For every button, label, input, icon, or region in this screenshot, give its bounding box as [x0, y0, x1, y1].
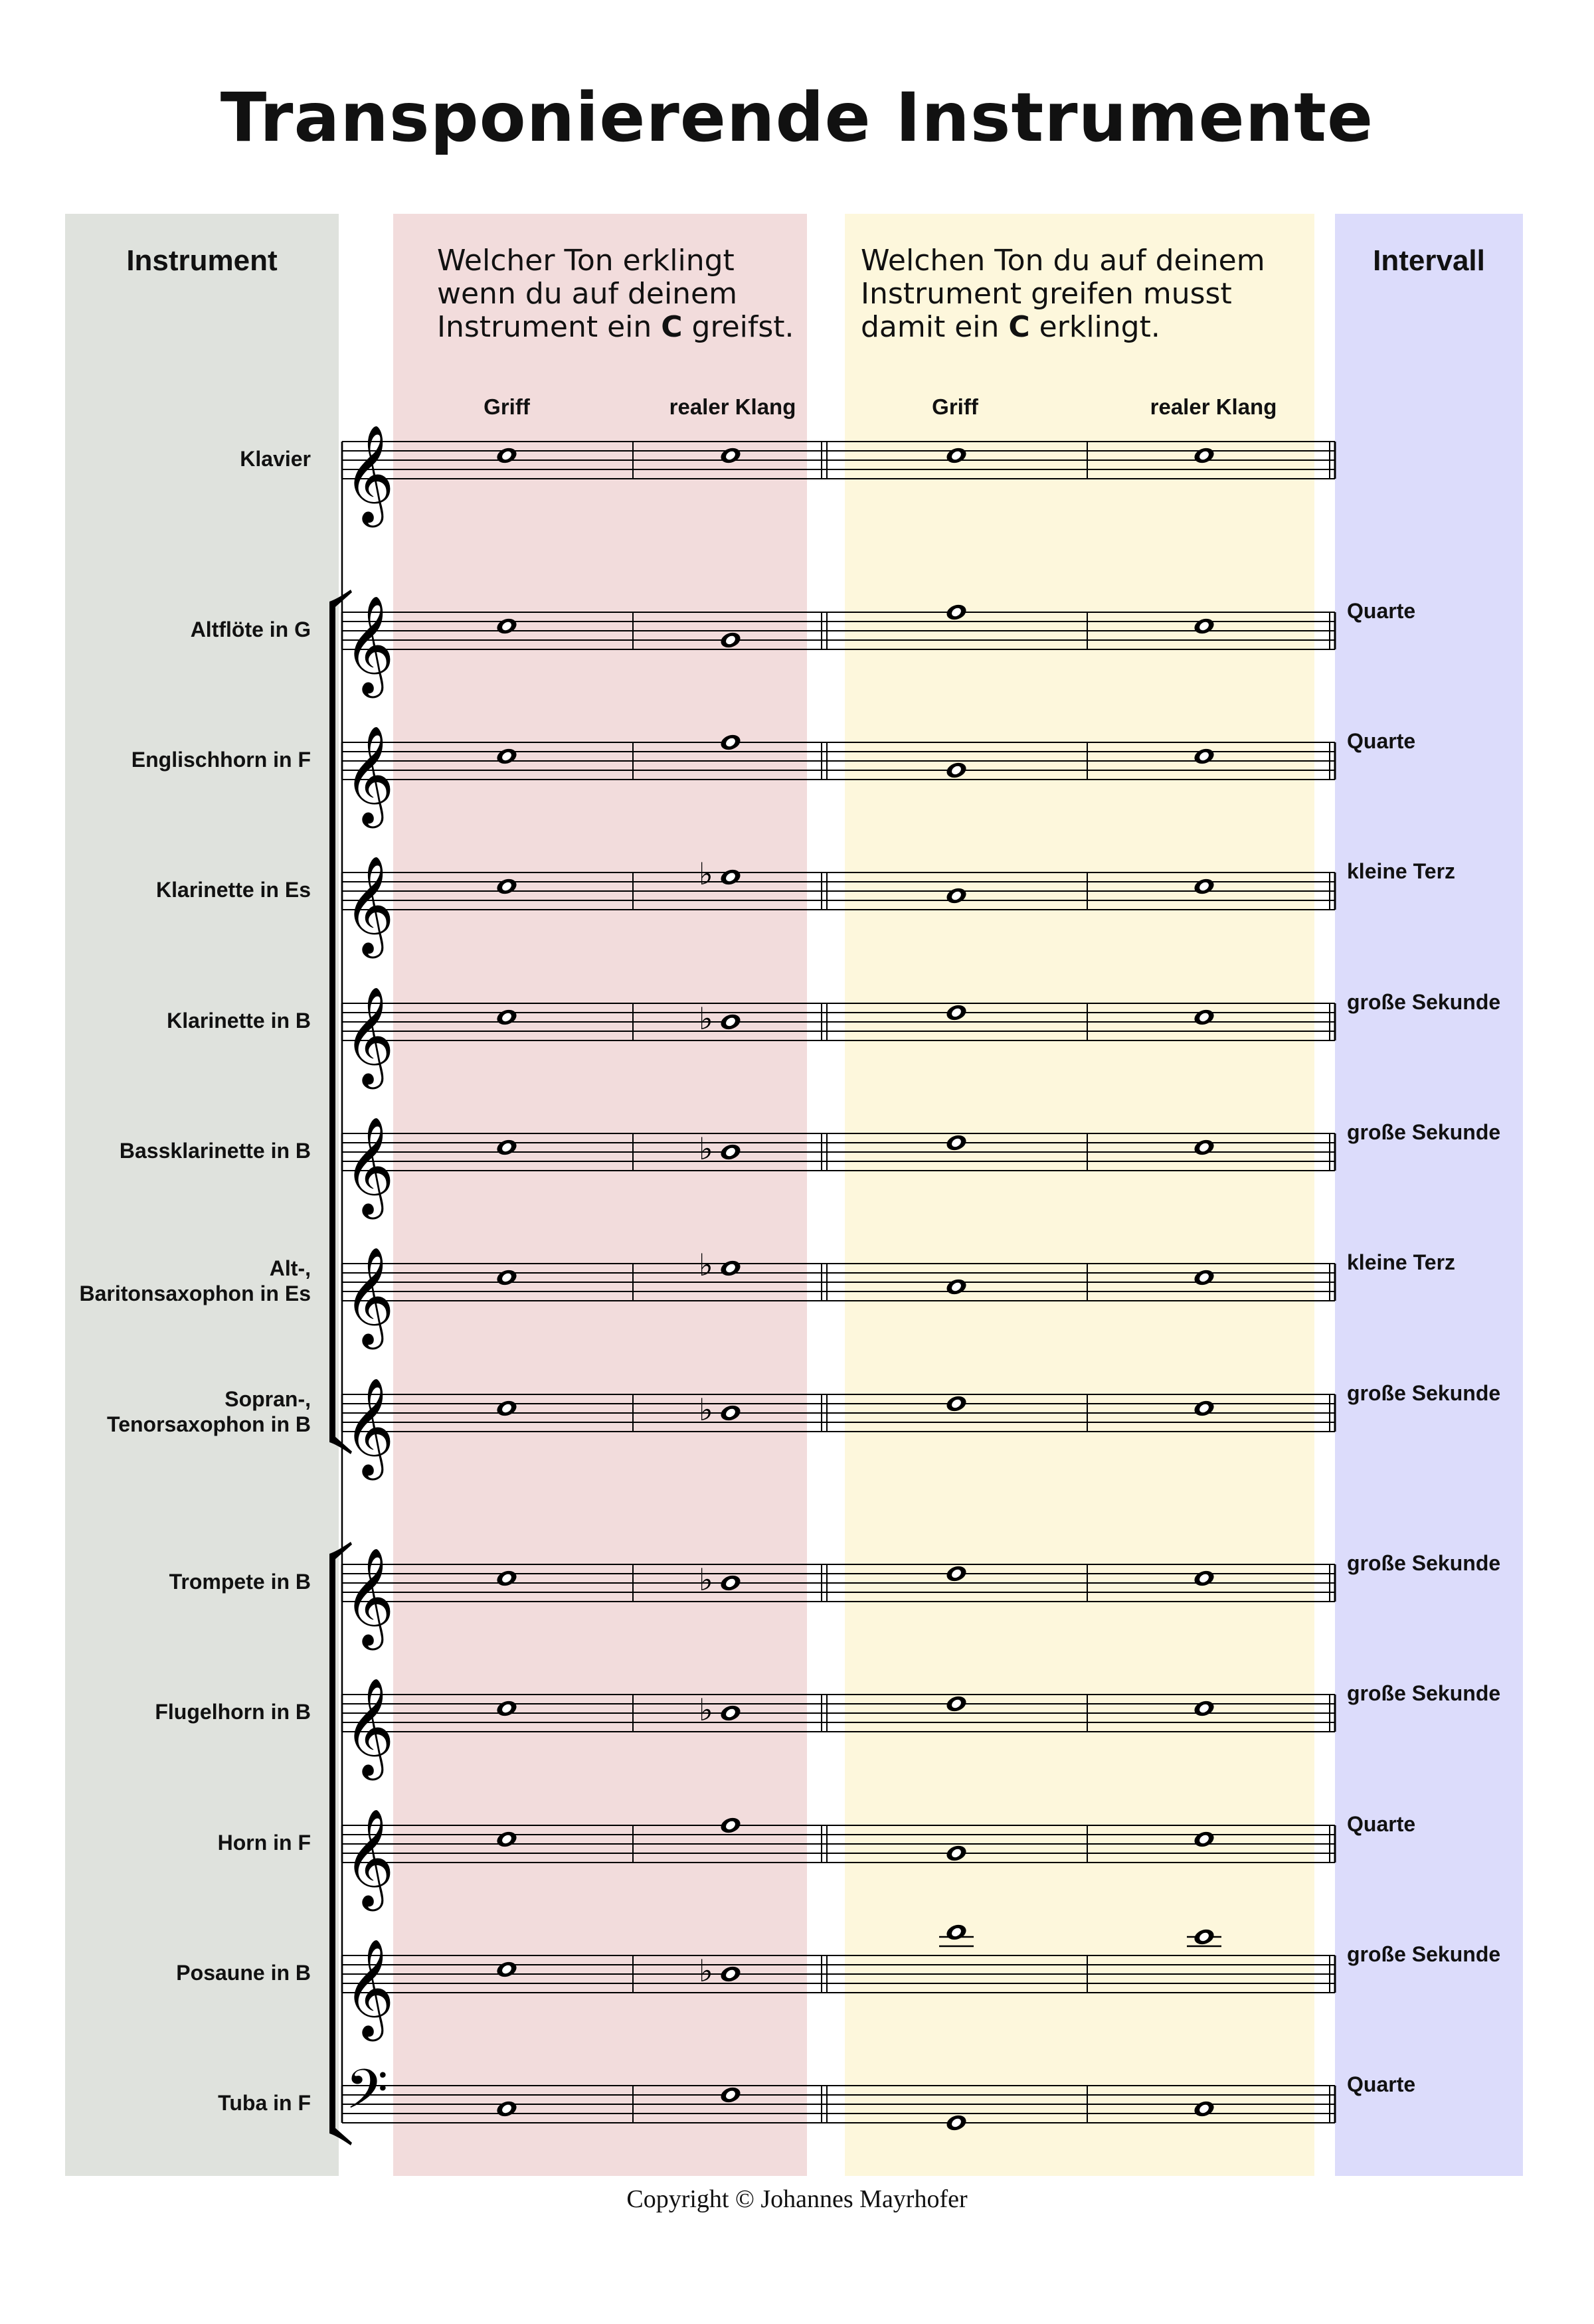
treble-clef-icon: 𝄞	[344, 1377, 395, 1476]
interval-column-header: Intervall	[1373, 244, 1485, 277]
instrument-label: Posaune in B	[176, 1961, 311, 1985]
subheader-realer-klang-1: realer Klang	[669, 394, 796, 419]
instrument-label: Klavier	[240, 447, 311, 471]
flat-icon: ♭	[699, 1692, 713, 1728]
flat-icon: ♭	[699, 1562, 713, 1598]
treble-clef-icon: 𝄞	[344, 986, 395, 1085]
bass-clef-icon: 𝄢	[345, 2057, 389, 2135]
group-bracket	[329, 1554, 335, 2133]
instrument-label: Klarinette in Es	[156, 878, 311, 902]
treble-clef-icon: 𝄞	[344, 1246, 395, 1345]
interval-label: große Sekunde	[1347, 1942, 1501, 1966]
treble-clef-icon: 𝄞	[344, 595, 395, 694]
flat-icon: ♭	[699, 1247, 713, 1283]
flat-icon: ♭	[699, 1131, 713, 1167]
group-bracket	[329, 602, 335, 1442]
instrument-column-header: Instrument	[126, 244, 278, 277]
interval-label: kleine Terz	[1347, 1250, 1456, 1274]
instrument-label: Englischhorn in F	[131, 748, 311, 772]
instrument-label: Altflöte in G	[190, 618, 311, 641]
fingering-column-description: Welchen Ton du auf deinem Instrument greifen musst damit ein C erklingt.	[861, 244, 1265, 344]
instrument-label: Sopran-, Tenorsaxophon in B	[107, 1387, 311, 1436]
flat-icon: ♭	[699, 1001, 713, 1037]
instrument-label: Alt-, Baritonsaxophon in Es	[79, 1256, 311, 1305]
treble-clef-icon: 𝄞	[344, 1938, 395, 2037]
interval-label: Quarte	[1347, 2072, 1416, 2096]
flat-icon: ♭	[699, 1392, 713, 1428]
interval-label: große Sekunde	[1347, 990, 1501, 1014]
subheader-griff-1: Griff	[484, 394, 530, 419]
treble-clef-icon: 𝄞	[344, 725, 395, 824]
interval-label: Quarte	[1347, 1812, 1416, 1836]
interval-label: kleine Terz	[1347, 859, 1456, 883]
fingering-note-name: C	[1008, 310, 1030, 344]
treble-clef-icon: 𝄞	[344, 855, 395, 954]
subheader-griff-2: Griff	[932, 394, 978, 419]
instrument-label: Tuba in F	[218, 2091, 311, 2115]
treble-clef-icon: 𝄞	[344, 1808, 395, 1907]
interval-label: große Sekunde	[1347, 1120, 1501, 1144]
copyright-notice: Copyright © Johannes Mayrhofer	[626, 2185, 968, 2213]
interval-label: große Sekunde	[1347, 1381, 1501, 1405]
interval-label: Quarte	[1347, 729, 1416, 753]
page-title: Transponierende Instrumente	[220, 78, 1374, 157]
treble-clef-icon: 𝄞	[344, 1677, 395, 1776]
interval-label: große Sekunde	[1347, 1681, 1501, 1705]
treble-clef-icon: 𝄞	[344, 1116, 395, 1215]
instrument-label: Klarinette in B	[167, 1009, 311, 1033]
treble-clef-icon: 𝄞	[344, 424, 395, 523]
treble-clef-icon: 𝄞	[344, 1547, 395, 1646]
instrument-label: Trompete in B	[169, 1570, 311, 1594]
sounding-note-name: C	[661, 310, 683, 344]
flat-icon: ♭	[699, 856, 713, 892]
subheader-realer-klang-2: realer Klang	[1150, 394, 1277, 419]
interval-label: große Sekunde	[1347, 1551, 1501, 1575]
instrument-label: Horn in F	[217, 1831, 311, 1855]
interval-label: Quarte	[1347, 599, 1416, 623]
sounding-column-description: Welcher Ton erklingt wenn du auf deinem Instrument ein C greifst.	[437, 244, 794, 344]
flat-icon: ♭	[699, 1953, 713, 1989]
instrument-label: Flugelhorn in B	[155, 1700, 311, 1724]
instrument-label: Bassklarinette in B	[119, 1139, 311, 1163]
